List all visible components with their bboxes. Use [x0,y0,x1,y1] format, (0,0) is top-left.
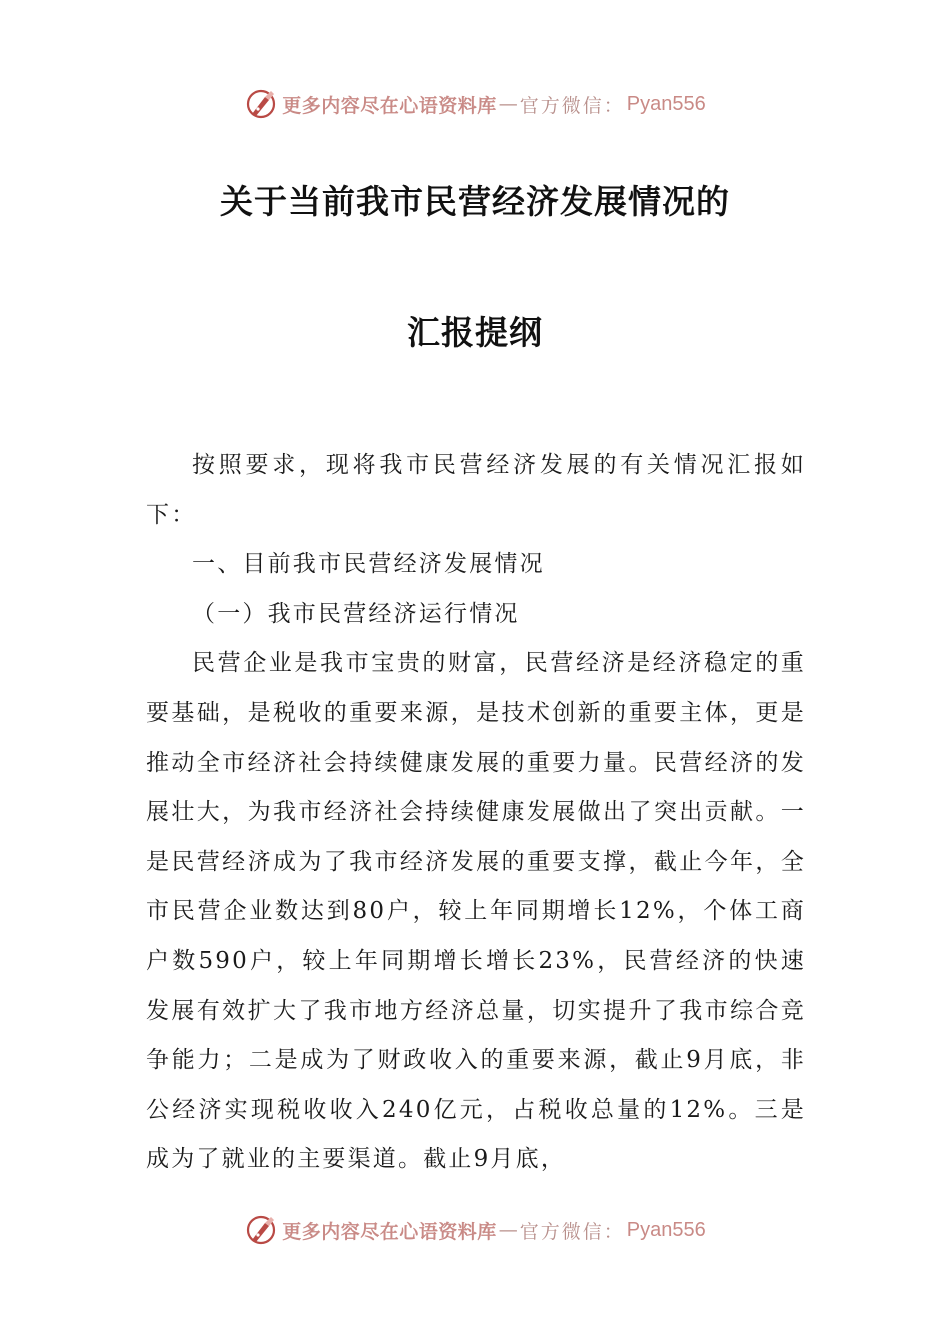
watermark-wechat-label: 官方微信： [519,94,625,117]
header-watermark [0,84,950,124]
watermark-dash: — [498,93,518,115]
watermark-dash: — [498,1219,518,1241]
watermark-site-text: 更多内容尽在心语资料库 [282,94,497,117]
document-title-line-2: 汇报提纲 [407,313,543,352]
heading-subsection-1: （一）我市民营经济运行情况 [192,600,520,627]
paragraph-body: 民营企业是我市宝贵的财富，民营经济是经济稳定的重要基础，是税收的重要来源，是技术创新的重要主体，更是推动全市经济社会持续健康发展的重要力量。民营经济的发展壮大，为我市经济社会持续健康发展做出了突出贡献。一是民营经济成为了我市经济发展的重要支撑，截止今年，全市民营企业数达到80户，较上年同期增长12%，个体工商户数590户，较上年同期增长增长23%，民营经济的快速发展有效扩大了我市地方经济总量，切实提升了我市综合竞争能力；二是成为了财政收入的重要来源，截止9月底，非公经济实现税收收入240亿元，占税收总量的12%。三是成为了就业的主要渠道。截止9月底， [146,650,806,1173]
paragraph-intro: 按照要求，现将我市民营经济发展的有关情况汇报如下： [146,452,806,528]
footer-watermark [0,1210,950,1250]
pen-nib-logo-icon [244,1213,278,1247]
document-body [146,441,806,1185]
watermark-wechat-id: Pyan556 [626,1218,706,1241]
watermark-wechat-id: Pyan556 [626,92,706,115]
watermark-site-text: 更多内容尽在心语资料库 [282,1220,497,1243]
document-title-line-1: 关于当前我市民营经济发展情况的 [220,182,730,221]
pen-nib-logo-icon [244,87,278,121]
heading-section-1: 一、目前我市民营经济发展情况 [192,551,545,578]
watermark-wechat-label: 官方微信： [519,1220,625,1243]
